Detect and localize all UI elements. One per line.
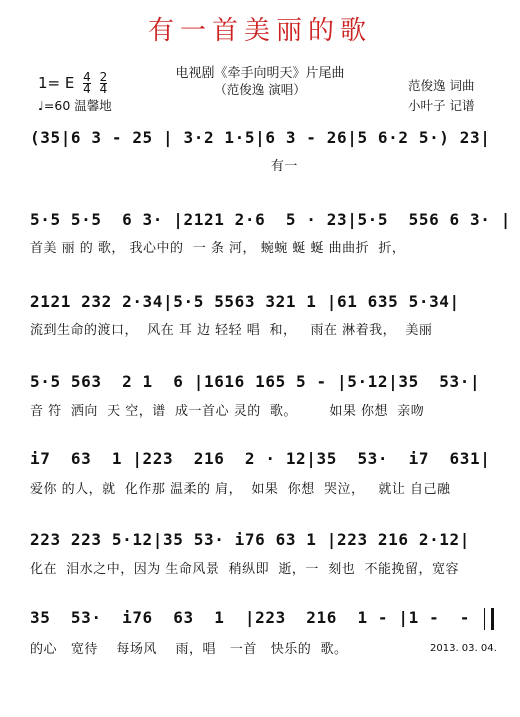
singer-credit: （范俊逸 演唱） [214,82,306,97]
music-line-6: 223 223 5·12|35 53· i76 63 1 |223 216 2·12| [30,530,471,549]
final-barline [484,608,494,630]
transcriber-credit: 小叶子 记谱 [408,98,475,113]
music-line-4: 5·5 563 2 1 6 |1616 165 5 - |5·12|35 53·| [30,372,481,391]
lyric-line-2: 首美 丽 的 歌， 我心中的 一 条 河， 蜿蜿 蜒 蜒 曲曲折 折， [30,241,406,256]
lyric-line-6: 化在 泪水之中，因为 生命风景 稍纵即 逝，一 刻也 不能挽留，宽容 [30,562,459,577]
date-stamp: 2013. 03. 04. [430,643,497,654]
music-line-5: i7 63 1 |223 216 2 · 12|35 53· i7 631| [30,449,491,468]
tempo-marking: ♩=60 温馨地 [38,98,112,113]
lyric-line-5: 爱你 的人，就 化作那 温柔的 肩， 如果 你想 哭泣， 就让 自己融 [30,482,451,497]
lyric-line-1: 有一 [30,159,298,174]
key-label: 1= E [38,74,75,92]
time-sig-1-top: 4 [83,70,91,84]
music-line-3: 2121 232 2·34|5·5 5563 321 1 |61 635 5·34| [30,292,460,311]
song-title: 有一首美丽的歌 [147,16,372,46]
music-line-7: 35 53· i76 63 1 |223 216 1 - |1 - - [30,608,491,627]
music-line-2: 5·5 5·5 6 3· |2121 2·6 5 · 23|5·5 556 6 3· | [30,210,511,229]
music-line-1: (35|6 3 - 25 | 3·2 1·5|6 3 - 26|5 6·2 5·) 23| [30,128,491,147]
song-subtitle: 电视剧《牵手向明天》片尾曲 [175,66,345,81]
lyric-line-4: 音 符 洒向 天 空，谱 成一首心 灵的 歌。 如果 你想 亲吻 [30,404,425,419]
composer-credit: 范俊逸 词曲 [408,78,475,93]
time-sig-1-bottom: 4 [83,82,91,96]
key-signature [38,72,107,95]
lyric-line-7: 的心 宽待 每场风 雨，唱 一首 快乐的 歌。 [30,642,348,657]
time-signature-2 [100,72,108,95]
lyric-line-3: 流到生命的渡口， 风在 耳 边 轻轻 唱 和， 雨在 淋着我， 美丽 [30,323,433,338]
time-sig-2-top: 2 [99,70,108,84]
time-sig-2-bottom: 4 [99,82,108,96]
time-signature-1 [83,72,91,95]
